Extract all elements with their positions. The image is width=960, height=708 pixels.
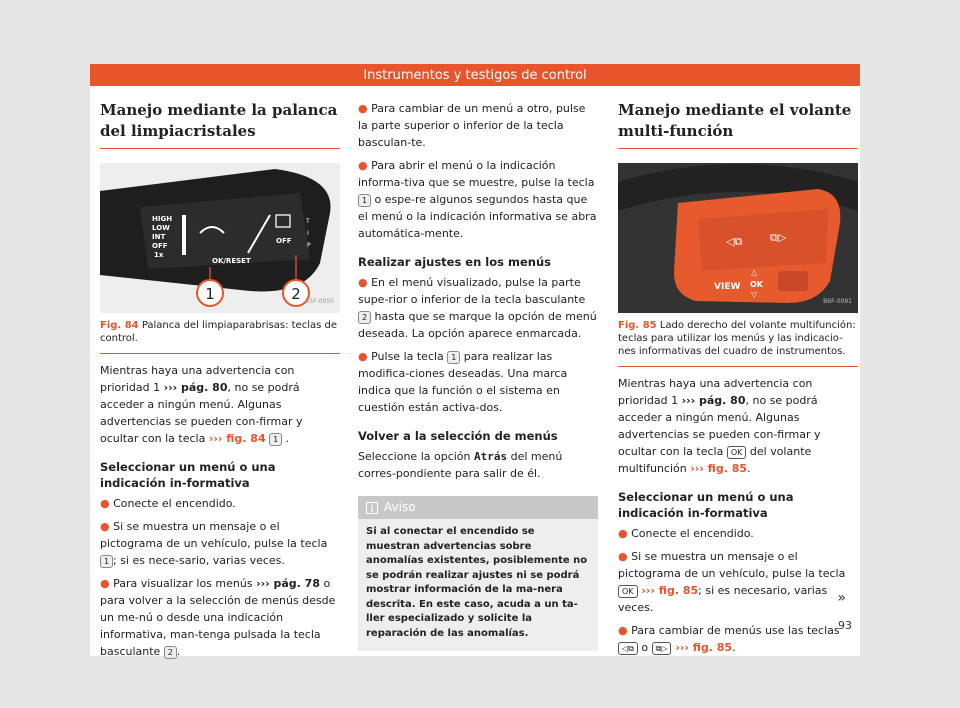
bullet-icon: ● [358, 276, 368, 289]
text: del menú corres-pondiente para salir de él. [358, 450, 563, 480]
continue-marker: » [837, 590, 846, 606]
bullet-icon: ● [618, 624, 628, 637]
volume-roller [778, 271, 808, 291]
aviso-header [358, 496, 598, 519]
steering-wheel-illustration [618, 163, 858, 313]
aviso-title: Aviso [384, 500, 416, 514]
bullet-icon: ● [100, 577, 110, 590]
page-link[interactable]: ››› pág. 78 [256, 577, 320, 590]
figure-link[interactable]: ››› fig. 85 [637, 584, 699, 597]
prev-menu-icon: ◁⧉ [726, 235, 743, 248]
text: Para cambiar de menús use las teclas [631, 624, 840, 637]
figure-code: B6F-0091 [823, 298, 852, 305]
bullet-icon: ● [358, 102, 368, 115]
column-2 [358, 100, 598, 651]
stalk-label-1x: 1x [154, 251, 164, 259]
text: o para volver a la selección de menús desde un me-nú o desde una indicación informativa, man-tenga pulsada la tecla basculante [100, 577, 336, 658]
column-1 [100, 100, 340, 666]
key-number: 1 [358, 194, 371, 207]
chapter-title: Instrumentos y testigos de control [363, 67, 587, 83]
subsection-title: Seleccionar un menú o una indicación in-formativa [100, 460, 276, 490]
key-number: 1 [100, 555, 113, 568]
text: . [732, 641, 736, 654]
figure-code: B5F-0950 [305, 298, 334, 305]
text: Para visualizar los menús [113, 577, 257, 590]
view-button-label: VIEW [714, 282, 741, 292]
page-number: 93 [838, 619, 852, 632]
bullet-item [100, 518, 340, 569]
info-icon [366, 502, 378, 514]
prev-menu-key-icon: ◁⧉ [618, 642, 638, 655]
caption-text: Palanca del limpiaparabrisas: teclas de control. [100, 320, 337, 344]
ok-button-label: OK [750, 280, 763, 289]
right-label-p: P [307, 242, 311, 249]
stalk-label-off: OFF [152, 242, 168, 250]
text: Seleccione la opción [358, 450, 474, 463]
stalk-label-int: INT [152, 233, 166, 241]
aviso-body: Si al conectar el encendido se muestran advertencias sobre anomalías existentes, posiblemente no se podrán realizar ajustes ni se podrá mostrar información de la ma-nera descrita. En este caso, acuda a un ta-ller especializado y solicite la reparación de las anomalías. [366, 526, 588, 639]
bullet-item [100, 575, 340, 660]
section-title-stalk: Manejo mediante la palanca del limpiacristales [100, 100, 340, 149]
text: Para abrir el menú o la indicación informa-tiva que se muestre, pulse la tecla [358, 159, 595, 189]
text: Si se muestra un mensaje o el pictograma de un vehículo, pulse la tecla [100, 520, 328, 550]
figure-link[interactable]: ››› fig. 85 [690, 462, 748, 475]
menu-option-atras: Atrás [474, 450, 508, 463]
bullet-icon: ● [618, 527, 628, 540]
aviso-box [358, 496, 598, 651]
bullet-item [100, 495, 340, 512]
ok-reset-label: OK/RESET [212, 257, 251, 265]
caption-ref: Fig. 85 [618, 320, 657, 331]
stalk-label-high: HIGH [152, 215, 173, 223]
bullet-item [358, 348, 598, 416]
bullet-icon: ● [100, 520, 110, 533]
figure-84 [100, 163, 340, 313]
text: Mientras haya una advertencia con prioridad 1 [618, 377, 813, 407]
bullet-item [358, 100, 598, 151]
text: En el menú visualizado, pulse la parte supe-rior o inferior de la tecla basculante [358, 276, 586, 306]
key-number: 1 [447, 351, 460, 364]
section-title-steering-wheel: Manejo mediante el volante multi-función [618, 100, 858, 149]
bullet-item [618, 548, 858, 616]
text: ; si es necesario, varias veces. [618, 584, 828, 614]
key-number: 1 [269, 433, 282, 446]
text: o [637, 641, 652, 654]
key-number: 2 [164, 646, 177, 659]
text: Mientras haya una advertencia con prioridad 1 [100, 364, 295, 394]
text: para realizar las modifica-ciones deseadas. Una marca indica que la función o el sistema en cuestión están activa-dos. [358, 350, 568, 414]
subsection-title: Seleccionar un menú o una indicación in-formativa [618, 490, 794, 520]
text: o espe-re algunos segundos hasta que el menú o la indicación informativa se abra automática-mente. [358, 193, 597, 240]
bullet-icon: ● [618, 550, 628, 563]
callout-2-label: 2 [291, 285, 301, 303]
caption-text: Lado derecho del volante multifunción: teclas para utilizar los menús y las indicacio-nes informativas del cuadro de instrumentos. [618, 320, 856, 357]
wiper-stalk-illustration [100, 163, 340, 313]
text: Conecte el encendido. [113, 497, 236, 510]
chapter-header [90, 64, 860, 86]
text: Pulse la tecla [371, 350, 448, 363]
right-label-i: I [307, 230, 309, 237]
text: , no se podrá acceder a ningún menú. Algunas advertencias se pueden con-firmar y ocultar con la tecla [100, 381, 303, 445]
bullet-item [358, 274, 598, 342]
column-3 [618, 100, 858, 662]
bullet-icon: ● [358, 159, 368, 172]
text: del volante multifunción [618, 445, 812, 475]
ok-key-icon: OK [618, 585, 638, 598]
caption-ref: Fig. 84 [100, 320, 139, 331]
next-menu-key-icon: ⧉▷ [652, 642, 672, 655]
figure-84-caption [100, 319, 340, 354]
right-label-t: T [306, 218, 310, 225]
stalk-label-low: LOW [152, 224, 170, 232]
page-link[interactable]: ››› pág. 80 [163, 381, 228, 394]
text: , no se podrá acceder a ningún menú. Algunas advertencias se pueden con-firmar y ocultar con la tecla [618, 394, 821, 458]
subsection-title: Volver a la selección de menús [358, 429, 558, 443]
figure-85 [618, 163, 858, 313]
figure-link[interactable]: ››› fig. 85 [671, 641, 733, 654]
figure-85-caption [618, 319, 858, 367]
text: Para cambiar de un menú a otro, pulse la parte superior o inferior de la tecla basculan-te. [358, 102, 586, 149]
bullet-item [618, 622, 858, 656]
figure-link[interactable]: ››› fig. 84 [208, 432, 266, 445]
bullet-item [618, 525, 858, 542]
text: Conecte el encendido. [631, 527, 754, 540]
key-number: 2 [358, 311, 371, 324]
down-arrow-icon: ▽ [751, 290, 758, 299]
bullet-icon: ● [358, 350, 368, 363]
up-arrow-icon: △ [751, 268, 758, 277]
ok-key-icon: OK [727, 446, 747, 459]
intro-paragraph [100, 362, 340, 447]
page-link[interactable]: ››› pág. 80 [681, 394, 746, 407]
subsection-title: Realizar ajustes en los menús [358, 255, 551, 269]
bullet-icon: ● [100, 497, 110, 510]
rear-wiper-off-label: OFF [276, 237, 292, 245]
callout-1-label: 1 [205, 285, 215, 303]
text: Si se muestra un mensaje o el pictograma de un vehículo, pulse la tecla [618, 550, 846, 580]
text: . [747, 462, 751, 475]
text: ; si es nece-sario, varias veces. [113, 554, 285, 567]
next-menu-icon: ⧉▷ [770, 231, 787, 244]
text: hasta que se marque la opción de menú deseada. La opción aparece enmarcada. [358, 310, 597, 340]
intro-paragraph [618, 375, 858, 477]
text: . [282, 432, 290, 445]
bullet-item [358, 157, 598, 242]
back-paragraph [358, 448, 598, 482]
text: . [176, 645, 181, 658]
manual-page [90, 64, 860, 656]
